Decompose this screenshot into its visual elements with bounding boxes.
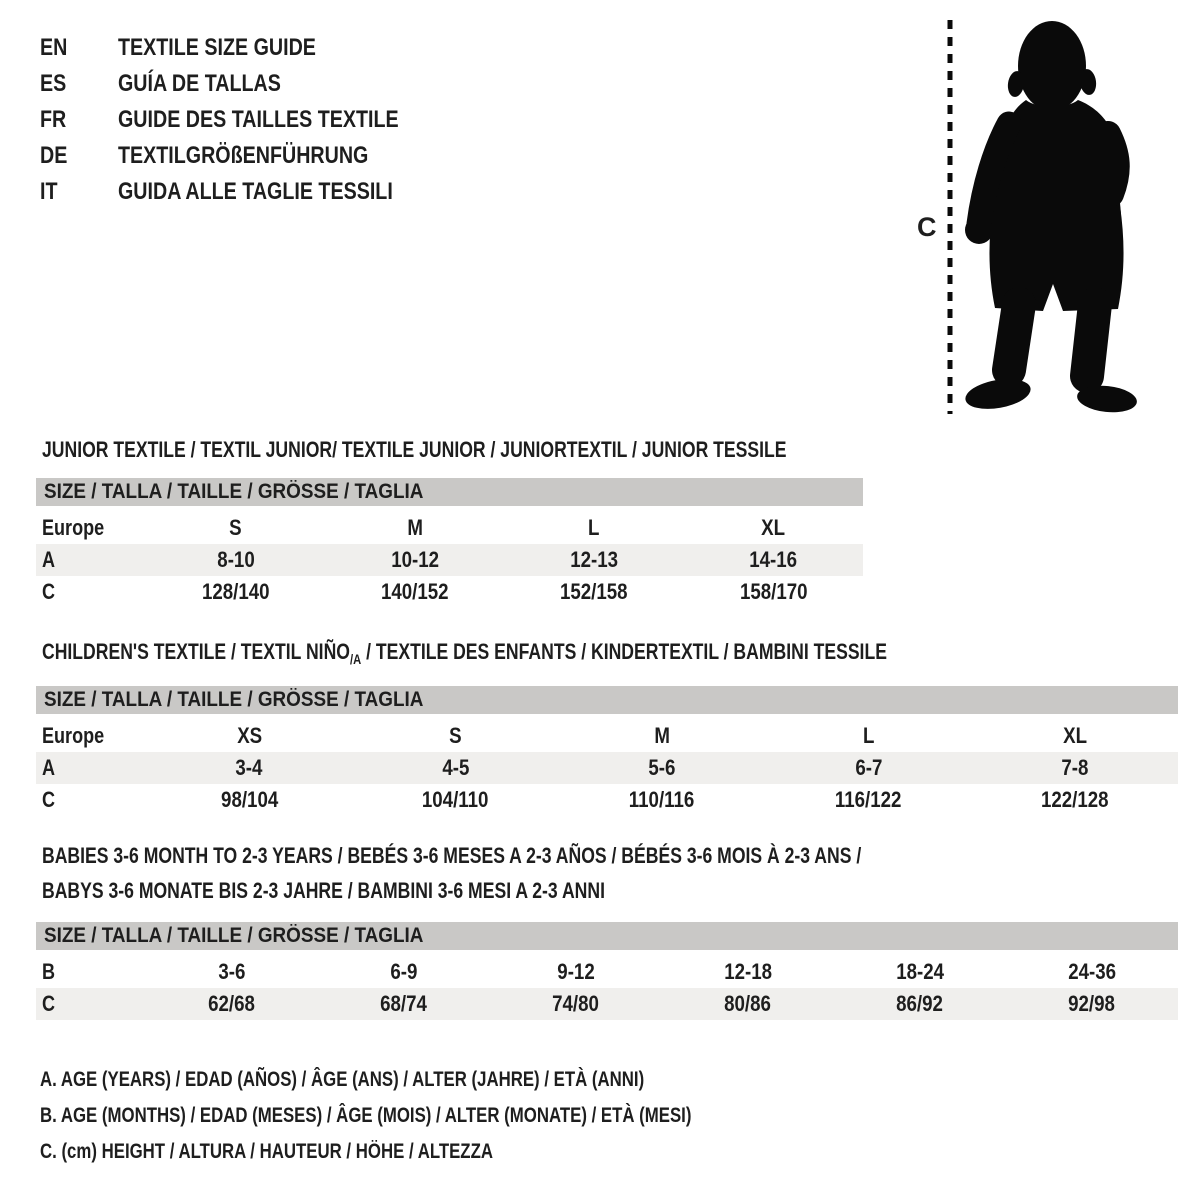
height-cell: 104/110 xyxy=(422,787,489,812)
row-label: C xyxy=(42,787,56,812)
legend-line-b: B. AGE (MONTHS) / EDAD (MESES) / ÂGE (MOIS) / ALTER (MONATE) / ETÀ (MESI) xyxy=(40,1104,692,1127)
size-cell: M xyxy=(654,723,670,748)
language-code: EN xyxy=(40,34,68,61)
size-cell: XL xyxy=(761,515,786,540)
height-cell: 62/68 xyxy=(208,991,256,1016)
size-cell: M xyxy=(407,515,423,540)
height-cell: 116/122 xyxy=(835,787,902,812)
table-row-months xyxy=(36,956,1178,988)
size-cell: XS xyxy=(236,723,262,748)
size-header-bar: SIZE / TALLA / TAILLE / GRÖSSE / TAGLIA xyxy=(36,686,1178,714)
row-label: Europe xyxy=(42,515,105,540)
junior-section-title: JUNIOR TEXTILE / TEXTIL JUNIOR/ TEXTILE JUNIOR / JUNIORTEXTIL / JUNIOR TESSILE xyxy=(42,437,787,462)
row-label: Europe xyxy=(42,723,105,748)
table-row-europe xyxy=(36,720,1178,752)
junior-size-table xyxy=(36,478,863,608)
guide-title-it: GUIDA ALLE TAGLIE TESSILI xyxy=(118,178,393,205)
size-cell: L xyxy=(862,723,875,748)
age-cell: 6-7 xyxy=(854,755,882,780)
babies-section-title: BABIES 3-6 MONTH TO 2-3 YEARS / BEBÉS 3-6 MESES A 2-3 AÑOS / BÉBÉS 3-6 MOIS À 2-3 ANS / BABYS 3-6 MONATE BIS 2-3 JAHRE / BAMBINI 3-6 MESI A 2-3 ANNI xyxy=(42,843,862,903)
guide-title-es: GUÍA DE TALLAS xyxy=(118,70,281,97)
age-cell: 3-4 xyxy=(235,755,263,780)
height-cell: 110/116 xyxy=(629,787,695,812)
legend-line-a: A. AGE (YEARS) / EDAD (AÑOS) / ÂGE (ANS) / ALTER (JAHRE) / ETÀ (ANNI) xyxy=(40,1068,645,1091)
guide-title-fr: GUIDE DES TAILLES TEXTILE xyxy=(118,106,399,133)
language-code: FR xyxy=(40,106,67,133)
age-cell: 5-6 xyxy=(648,755,676,780)
guide-title-de: TEXTILGRÖßENFÜHRUNG xyxy=(118,142,369,169)
language-row-de xyxy=(40,138,460,174)
height-cell: 128/140 xyxy=(201,579,270,604)
months-cell: 6-9 xyxy=(390,959,418,984)
measurement-legend xyxy=(40,1062,1200,1170)
height-cell: 92/98 xyxy=(1068,991,1116,1016)
size-cell: S xyxy=(229,515,242,540)
language-title-block xyxy=(40,30,460,210)
height-cell: 68/74 xyxy=(380,991,428,1016)
height-cell: 152/158 xyxy=(560,579,628,604)
months-cell: 18-24 xyxy=(896,959,944,984)
table-row-europe xyxy=(36,512,863,544)
language-row-en xyxy=(40,30,460,66)
size-header-bar: SIZE / TALLA / TAILLE / GRÖSSE / TAGLIA xyxy=(36,922,1178,950)
height-cell: 158/170 xyxy=(739,579,808,604)
age-cell: 8-10 xyxy=(216,547,255,572)
row-label: A xyxy=(42,547,56,572)
language-row-fr xyxy=(40,102,460,138)
language-code: IT xyxy=(40,178,58,205)
language-code: ES xyxy=(40,70,67,97)
months-cell: 3-6 xyxy=(218,959,246,984)
height-c-label: C xyxy=(917,212,937,242)
height-cell: 80/86 xyxy=(724,991,772,1016)
size-header-bar: SIZE / TALLA / TAILLE / GRÖSSE / TAGLIA xyxy=(36,478,863,506)
children-size-table xyxy=(36,686,1178,816)
size-cell: XL xyxy=(1062,723,1087,748)
height-cell: 140/152 xyxy=(381,579,449,604)
size-cell: L xyxy=(588,515,600,540)
months-cell: 24-36 xyxy=(1068,959,1116,984)
age-cell: 14-16 xyxy=(749,547,798,572)
language-row-it xyxy=(40,174,460,210)
babies-size-table xyxy=(36,922,1178,1020)
table-row-age xyxy=(36,544,863,576)
legend-line-c: C. (cm) HEIGHT / ALTURA / HAUTEUR / HÖHE / ALTEZZA xyxy=(40,1140,493,1163)
children-section-title: CHILDREN'S TEXTILE / TEXTIL $NIÑO_{/A}$ / TEXTILE DES ENFANTS / KINDERTEXTIL / BAMBINI TESSILE xyxy=(42,639,887,667)
table-row-height xyxy=(36,988,1178,1020)
height-cell: 86/92 xyxy=(896,991,944,1016)
toddler-silhouette-icon xyxy=(905,8,1165,420)
table-row-height xyxy=(36,784,1178,816)
language-code: DE xyxy=(40,142,68,169)
guide-title-en: TEXTILE SIZE GUIDE xyxy=(118,34,316,61)
row-label: B xyxy=(42,959,56,984)
height-cell: 74/80 xyxy=(552,991,600,1016)
age-cell: 4-5 xyxy=(442,755,470,780)
size-cell: S xyxy=(449,723,462,748)
language-row-es xyxy=(40,66,460,102)
months-cell: 9-12 xyxy=(557,959,595,984)
row-label: C xyxy=(42,579,56,604)
height-cell: 98/104 xyxy=(220,787,278,812)
age-cell: 10-12 xyxy=(390,547,439,572)
row-label: A xyxy=(42,755,56,780)
height-cell: 122/128 xyxy=(1041,787,1109,812)
months-cell: 12-18 xyxy=(724,959,772,984)
age-cell: 12-13 xyxy=(570,547,619,572)
age-cell: 7-8 xyxy=(1061,755,1089,780)
height-measure-figure xyxy=(905,8,1165,420)
nino-a-subscript: /A xyxy=(349,651,362,667)
row-label: C xyxy=(42,991,56,1016)
table-row-height xyxy=(36,576,863,608)
table-row-age xyxy=(36,752,1178,784)
